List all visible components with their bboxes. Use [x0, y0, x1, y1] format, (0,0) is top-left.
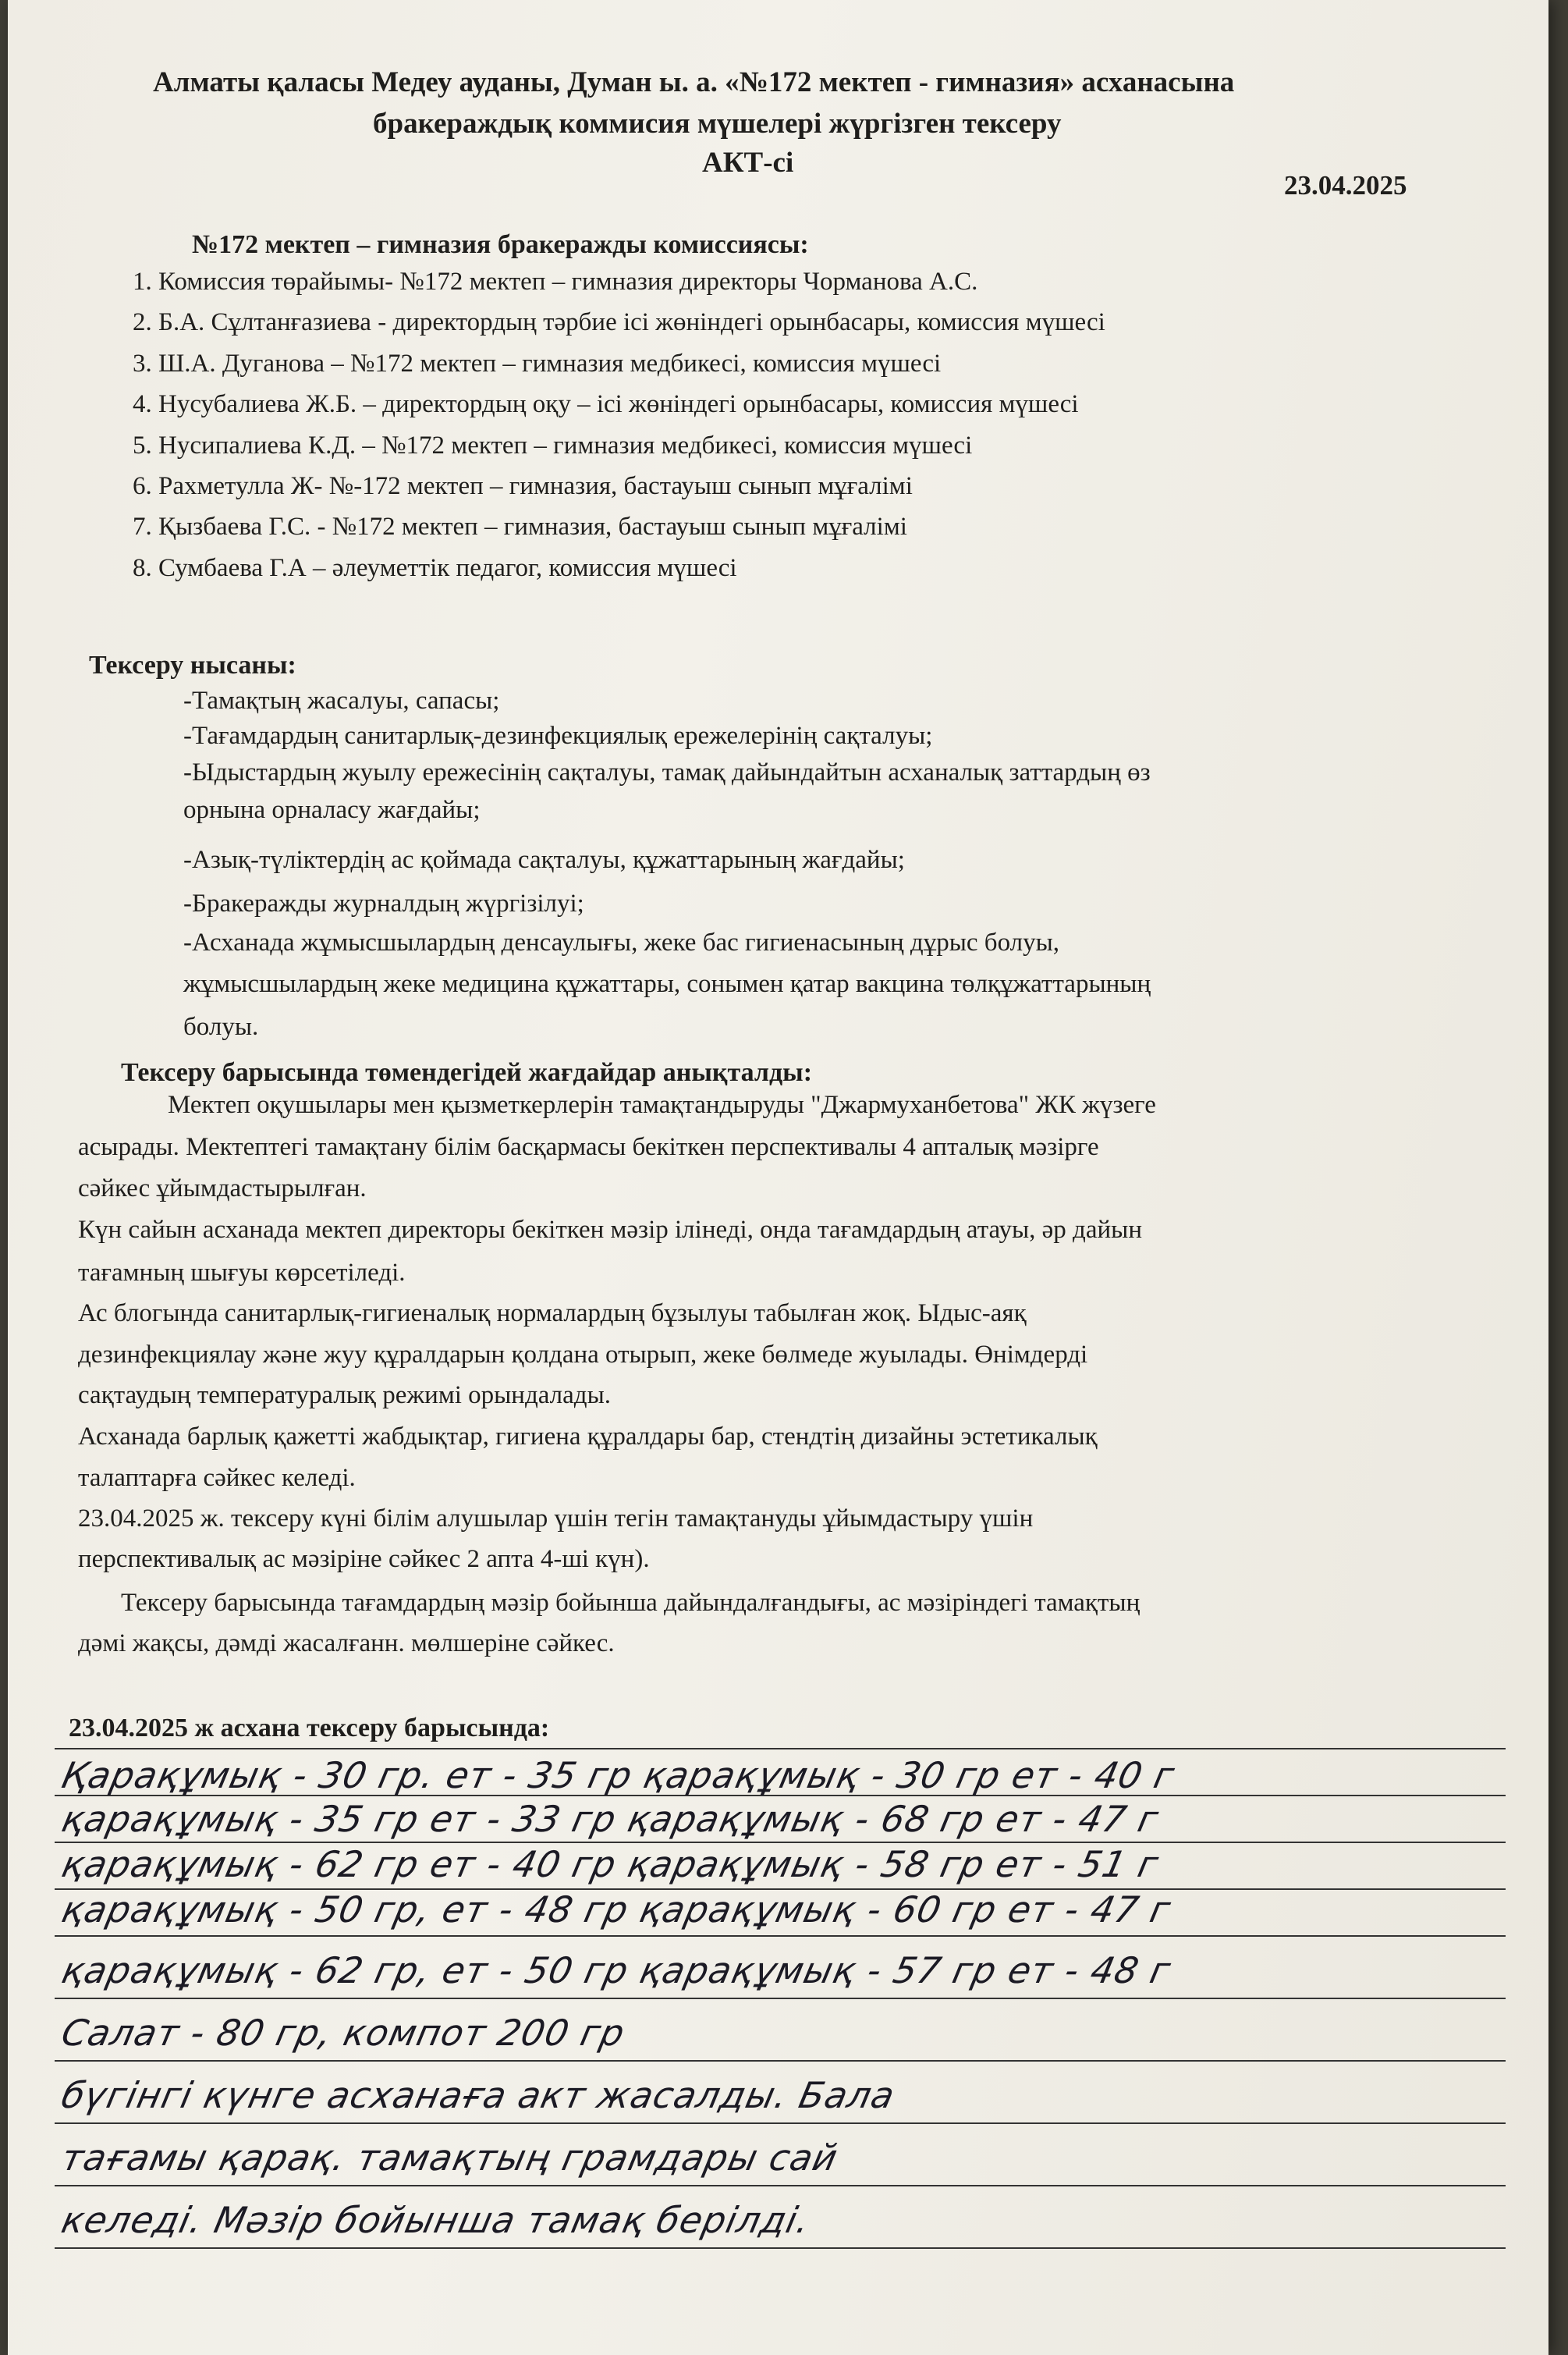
handwritten-title: 23.04.2025 ж асхана тексеру барысында:: [69, 1714, 550, 1742]
commission-member: 4. Нусубалиева Ж.Б. – директордың оқу – ісі жөніндегі орынбасары, комиссия мүшесі: [133, 390, 1079, 418]
commission-title: №172 мектеп – гимназия бракеражды комиссиясы:: [192, 230, 809, 259]
findings-line: асырады. Мектептегі тамақтану білім басқармасы бекіткен перспективалы 4 апталық мәзірге: [78, 1133, 1099, 1161]
handwritten-line: қарақұмық - 35 гр ет - 33 гр қарақұмық - 68 гр ет - 47 г: [58, 1798, 1163, 1840]
object-item: -Асханада жұмысшылардың денсаулығы, жеке бас гигиенасының дұрыс болуы,: [183, 929, 1060, 957]
commission-member: 6. Рахметулла Ж- №-172 мектеп – гимназия, бастауыш сынып мұғалімі: [133, 472, 913, 500]
findings-line: перспективалық ас мәзіріне сәйкес 2 апта 4-ші күн).: [78, 1545, 650, 1573]
findings-line: дәмі жақсы, дәмді жасалғанн. мөлшеріне сәйкес.: [78, 1629, 615, 1657]
findings-line: Ас блогында санитарлық-гигиеналық нормалардың бұзылуы табылған жоқ. Ыдыс-аяқ: [78, 1299, 1027, 1327]
writing-line: [55, 2122, 1506, 2124]
document-page: [8, 0, 1548, 2355]
writing-line: [55, 1748, 1506, 1749]
object-item: -Бракеражды журналдың жүргізілуі;: [183, 890, 584, 918]
commission-member: 8. Сумбаева Г.А – әлеуметтік педагог, комиссия мүшесі: [133, 554, 737, 582]
findings-line: талаптарға сәйкес келеді.: [78, 1464, 356, 1492]
object-title: Тексеру нысаны:: [89, 651, 296, 680]
object-item: -Ыдыстардың жуылу ережесінің сақталуы, тамақ дайындайтын асханалық заттардың өз: [183, 758, 1151, 787]
handwritten-line: бүгінгі күнге асханаға акт жасалды. Бала: [58, 2074, 899, 2116]
object-item: болуы.: [183, 1013, 259, 1041]
header-line-2: бракераждық коммисия мүшелері жүргізген тексеру: [373, 108, 1062, 140]
writing-line: [55, 1998, 1506, 1999]
findings-line: Тексеру барысында тағамдардың мәзір бойынша дайындалғандығы, ас мәзіріндегі тамақтың: [121, 1589, 1141, 1617]
commission-member: 5. Нусипалиева К.Д. – №172 мектеп – гимназия медбикесі, комиссия мүшесі: [133, 432, 973, 460]
findings-line: Асханада барлық қажетті жабдықтар, гигиена құралдары бар, стендтің дизайны эстетикалық: [78, 1423, 1098, 1451]
object-item: орнына орналасу жағдайы;: [183, 796, 481, 824]
commission-member: 2. Б.А. Сұлтанғазиева - директордың тәрбие ісі жөніндегі орынбасары, комиссия мүшесі: [133, 308, 1105, 336]
findings-line: 23.04.2025 ж. тексеру күні білім алушылар үшін тегін тамақтануды ұйымдастыру үшін: [78, 1504, 1034, 1533]
handwritten-line: Салат - 80 гр, компот 200 гр: [58, 2012, 630, 2054]
header-line-1: Алматы қаласы Медеу ауданы, Думан ы. а. «№172 мектеп - гимназия» асханасына: [153, 66, 1235, 98]
commission-member: 7. Қызбаева Г.С. - №172 мектеп – гимназия, бастауыш сынып мұғалімі: [133, 513, 907, 541]
writing-line: [55, 2185, 1506, 2186]
findings-line: тағамның шығуы көрсетіледі.: [78, 1259, 406, 1287]
commission-member: 1. Комиссия төрайымы- №172 мектеп – гимназия директоры Чорманова А.С.: [133, 268, 978, 296]
handwritten-line: қарақұмық - 50 гр, ет - 48 гр қарақұмық - 60 гр ет - 47 г: [58, 1888, 1176, 1931]
findings-line: дезинфекциялау және жуу құралдарын қолдана отырып, жеке бөлмеде жуылады. Өнімдерді: [78, 1341, 1088, 1369]
findings-line: Күн сайын асханада мектеп директоры бекіткен мәзір ілінеді, онда тағамдардың атауы, әр дайын: [78, 1216, 1142, 1244]
object-item: -Азық-түліктердің ас қоймада сақталуы, құжаттарының жағдайы;: [183, 846, 905, 874]
handwritten-line: қарақұмық - 62 гр, ет - 50 гр қарақұмық - 57 гр ет - 48 г: [58, 1949, 1176, 1991]
handwritten-line: тағамы қарақ. тамақтың грамдары сай: [58, 2137, 843, 2179]
document-date: 23.04.2025: [1284, 170, 1407, 201]
findings-line: Мектеп оқушылары мен қызметкерлерін тамақтандыруды "Джармуханбетова" ЖК жүзеге: [168, 1091, 1156, 1119]
handwritten-line: Қарақұмық - 30 гр. ет - 35 гр қарақұмық - 30 гр ет - 40 г: [58, 1754, 1179, 1796]
handwritten-line: қарақұмық - 62 гр ет - 40 гр қарақұмық - 58 гр ет - 51 г: [58, 1843, 1163, 1885]
object-item: -Тағамдардың санитарлық-дезинфекциялық ережелерінің сақталуы;: [183, 722, 933, 750]
findings-title: Тексеру барысында төмендегідей жағдайдар анықталды:: [121, 1058, 813, 1087]
commission-member: 3. Ш.А. Дуганова – №172 мектеп – гимназия медбикесі, комиссия мүшесі: [133, 350, 942, 378]
object-item: жұмысшылардың жеке медицина құжаттары, сонымен қатар вакцина төлқұжаттарының: [183, 970, 1151, 998]
object-item: -Тамақтың жасалуы, сапасы;: [183, 687, 500, 715]
handwritten-line: келеді. Мәзір бойынша тамақ берілді.: [58, 2199, 814, 2241]
writing-line: [55, 2060, 1506, 2062]
header-line-3: АКТ-сі: [702, 147, 794, 179]
findings-line: сәйкес ұйымдастырылған.: [78, 1174, 367, 1202]
findings-line: сақтаудың температуралық режимі орындалады.: [78, 1381, 612, 1409]
writing-line: [55, 2247, 1506, 2249]
writing-line: [55, 1935, 1506, 1937]
